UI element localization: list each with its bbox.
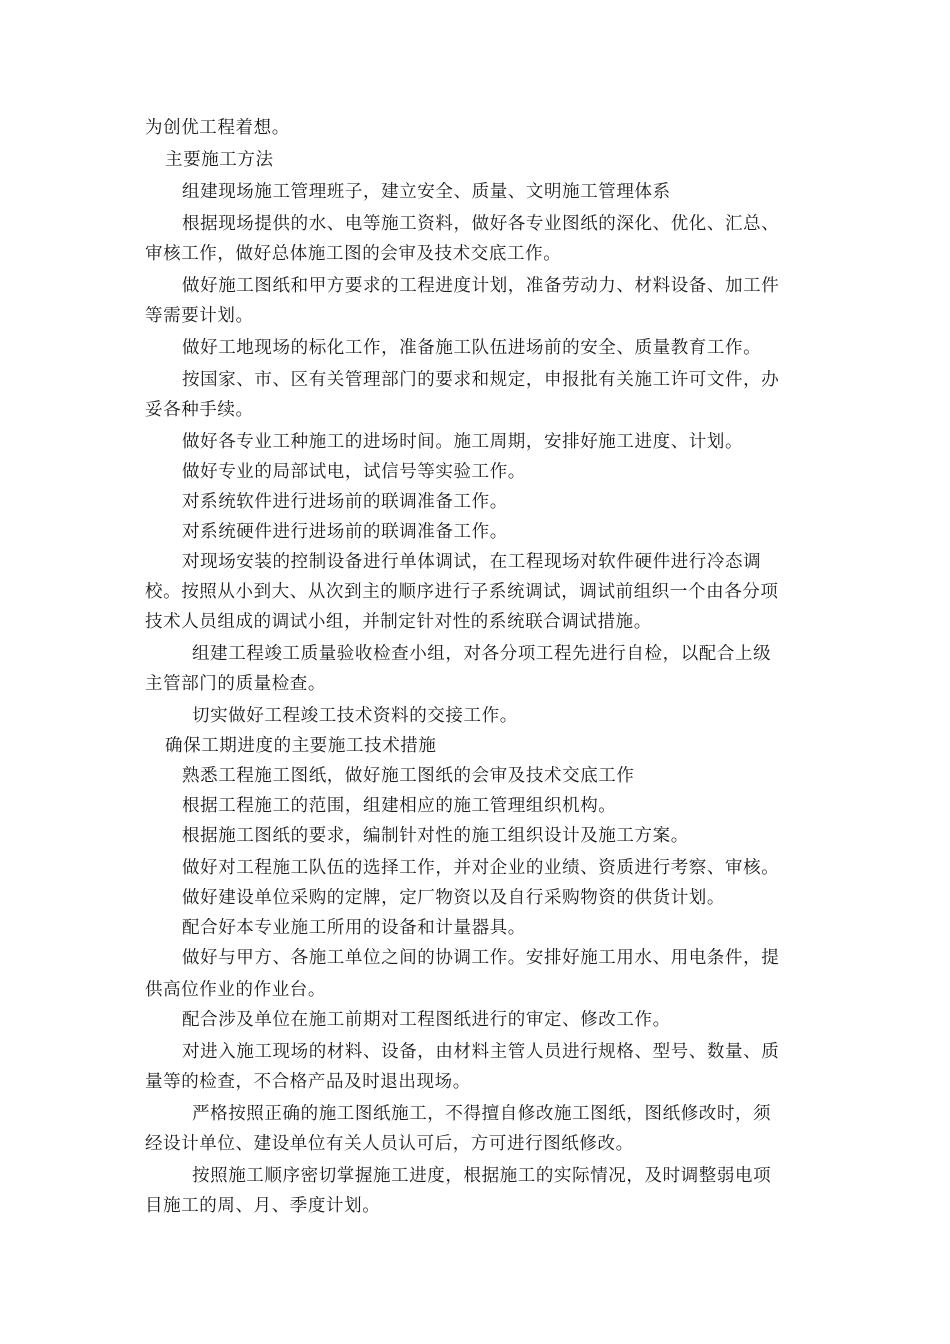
text-line: 根据施工图纸的要求，编制针对性的施工组织设计及施工方案。 xyxy=(182,826,689,846)
text-line: 对进入施工现场的材料、设备，由材料主管人员进行规格、型号、数量、质 xyxy=(182,1042,780,1062)
text-line: 校。按照从小到大、从次到主的顺序进行子系统调试，调试前组织一个由各分项 xyxy=(145,582,779,602)
text-line: 熟悉工程施工图纸，做好施工图纸的会审及技术交底工作 xyxy=(182,766,635,786)
text-line: 对系统软件进行进场前的联调准备工作。 xyxy=(182,492,508,512)
text-line: 组建工程竣工质量验收检查小组，对各分项工程先进行自检，以配合上级 xyxy=(192,644,772,664)
text-line: 做好建设单位采购的定牌，定厂物资以及自行采购物资的供货计划。 xyxy=(182,888,725,908)
text-line: 审核工作，做好总体施工图的会审及技术交底工作。 xyxy=(145,244,562,264)
text-line: 做好工地现场的标化工作，准备施工队伍进场前的安全、质量教育工作。 xyxy=(182,338,762,358)
text-line: 配合涉及单位在施工前期对工程图纸进行的审定、修改工作。 xyxy=(182,1010,671,1030)
text-line: 主管部门的质量检查。 xyxy=(145,674,326,694)
text-line: 根据现场提供的水、电等施工资料，做好各专业图纸的深化、优化、汇总、 xyxy=(182,214,780,234)
text-line: 供高位作业的作业台。 xyxy=(145,980,326,1000)
text-line: 做好与甲方、各施工单位之间的协调工作。安排好施工用水、用电条件，提 xyxy=(182,948,780,968)
text-line: 做好专业的局部试电，试信号等实验工作。 xyxy=(182,462,526,482)
text-line: 切实做好工程竣工技术资料的交接工作。 xyxy=(192,706,518,726)
text-line: 对现场安装的控制设备进行单体调试，在工程现场对软件硬件进行冷态调 xyxy=(182,552,762,572)
text-line: 按照施工顺序密切掌握施工进度，根据施工的实际情况，及时调整弱电项 xyxy=(192,1166,772,1186)
text-line: 妥各种手续。 xyxy=(145,400,254,420)
text-line: 量等的检查，不合格产品及时退出现场。 xyxy=(145,1072,471,1092)
text-line: 配合好本专业施工所用的设备和计量器具。 xyxy=(182,918,526,938)
section-heading: 主要施工方法 xyxy=(165,150,274,170)
section-heading: 确保工期进度的主要施工技术措施 xyxy=(165,736,437,756)
text-line: 目施工的周、月、季度计划。 xyxy=(145,1196,381,1216)
text-line: 技术人员组成的调试小组，并制定针对性的系统联合调试措施。 xyxy=(145,612,652,632)
text-line: 根据工程施工的范围，组建相应的施工管理组织机构。 xyxy=(182,796,617,816)
text-line: 为创优工程着想。 xyxy=(145,118,290,138)
text-line: 按国家、市、区有关管理部门的要求和规定，申报批有关施工许可文件，办 xyxy=(182,370,780,390)
text-line: 等需要计划。 xyxy=(145,306,254,326)
text-line: 经设计单位、建设单位有关人员认可后，方可进行图纸修改。 xyxy=(145,1134,634,1154)
text-line: 对系统硬件进行进场前的联调准备工作。 xyxy=(182,522,508,542)
text-line: 做好施工图纸和甲方要求的工程进度计划，准备劳动力、材料设备、加工件 xyxy=(182,276,780,296)
text-line: 组建现场施工管理班子，建立安全、质量、文明施工管理体系 xyxy=(182,182,671,202)
text-line: 做好各专业工种施工的进场时间。施工周期，安排好施工进度、计划。 xyxy=(182,432,744,452)
text-line: 做好对工程施工队伍的选择工作，并对企业的业绩、资质进行考察、审核。 xyxy=(182,858,780,878)
text-line: 严格按照正确的施工图纸施工，不得擅自修改施工图纸，图纸修改时，须 xyxy=(192,1104,772,1124)
